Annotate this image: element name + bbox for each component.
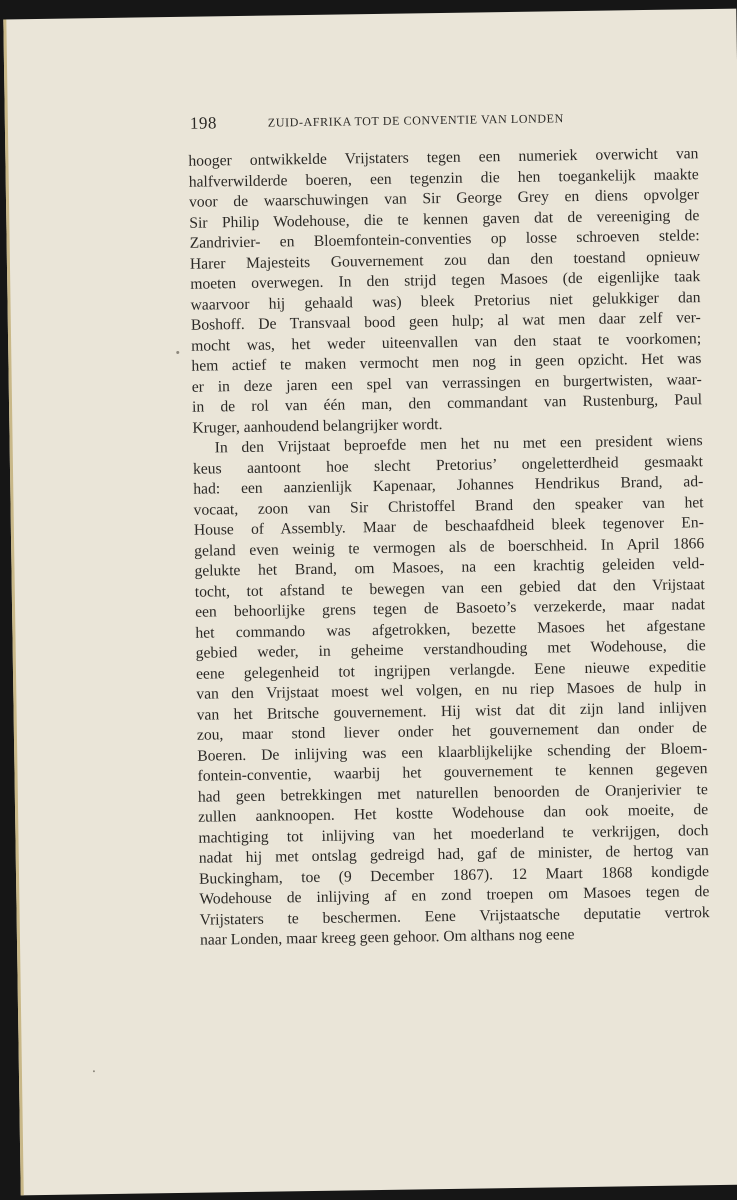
text-line: Harer Majesteits Gouvernement zou dan den toestand opnieuw (189, 247, 701, 273)
paragraph (188, 144, 702, 439)
text-line: keus aantoont hoe slecht Pretorius’ ongeletterdheid gesmaakt (192, 452, 704, 478)
text-line: voor de waarschuwingen van Sir George Grey en diens opvolger (188, 186, 700, 211)
page-number: 198 (189, 113, 218, 133)
text-line: gelukte het Brand, om Masoes, na een krachtig geleiden veld- (194, 555, 705, 580)
text-line: zou, maar stond liever onder het gouvernement dan onder de (196, 719, 708, 744)
text-line: hooger ontwikkelde Vrijstaters tegen een numeriek overwicht van (188, 145, 699, 170)
text-line: van den Vrijstaat moest wel volgen, en nu riep Masoes de hulp in (196, 678, 707, 703)
text-line: In den Vrijstaat beproefde men het nu met een president wiens (214, 432, 703, 457)
text-line: House of Assembly. Maar de beschaafdheid bleek tegenover En- (193, 514, 704, 539)
text-line: mocht was, het weder uiteenvallen van den staat te voorkomen; (191, 329, 702, 355)
book-page (3, 9, 737, 1196)
text-line: Buckingham, toe (9 December 1867). 12 Maart 1868 kondigde (198, 862, 710, 888)
text-line: had: een aanzienlijk Kapenaar, Johannes Hendrikus Brand, ad- (193, 473, 704, 498)
body-text (188, 144, 710, 951)
text-line: fontein-conventie, waarbij het gouvernement te kennen gegeven (197, 760, 708, 785)
text-line: in de rol van één man, den commandant van Rustenburg, Paul (191, 391, 703, 416)
text-line: het commando was afgetrokken, bezette Masoes het afgestane (195, 616, 706, 642)
text-line: Boeren. De inlijving was een klaarblijkelijke schending der Bloem- (197, 739, 708, 765)
text-line: Wodehouse de inlijving af en zond troepen om Masoes tegen de (199, 883, 710, 908)
text-line: machtiging tot inlijving van het moederland te verkrijgen, doch (198, 821, 709, 847)
text-line: Sir Philip Wodehouse, die te kennen gaven dat de vereeniging de (189, 206, 700, 232)
speck-mark (93, 1070, 95, 1072)
running-title: ZUID-AFRIKA TOT DE CONVENTIE VAN LONDEN (267, 111, 564, 130)
text-line: Vrijstaters te beschermen. Eene Vrijstaatsche deputatie vertrok (199, 903, 710, 929)
text-line: van het Britsche gouvernement. Hij wist dat dit zijn land inlijven (196, 698, 707, 724)
text-line: nadat hij met ontslag gedreigd had, gaf de minister, de hertog van (198, 842, 709, 867)
text-line: Boshoff. De Transvaal bood geen hulp; al wat men daar zelf ver- (190, 309, 701, 334)
paragraph (193, 431, 711, 951)
text-line: waarvoor hij gehaald was) bleek Pretorius niet gelukkiger dan (190, 288, 701, 314)
text-line: Kruger, aanhoudend belangrijker wordt. (192, 415, 443, 437)
text-line: eene gelegenheid tot ingrijpen verlangde. Eene nieuwe expeditie (195, 657, 707, 683)
text-line: Zandrivier- en Bloemfontein-conventies op losse schroeven stelde: (189, 227, 700, 252)
text-line: vocaat, zoon van Sir Christoffel Brand den speaker van het (193, 493, 704, 519)
text-line: naar Londen, maar kreeg geen gehoor. Om althans nog eene (199, 926, 575, 949)
text-line: halfverwilderde boeren, een tegenzin die hen toegankelijk maakte (188, 165, 699, 191)
text-line: geland even weinig te vermogen als de boerschheid. In April 1866 (194, 534, 705, 560)
text-line: gebied weder, in geheime verstandhouding met Wodehouse, die (195, 637, 706, 662)
page-header (190, 106, 710, 136)
text-line: er in deze jaren een spel van verrassingen en burgertwisten, waar- (191, 370, 702, 396)
text-line: zullen aanknoopen. Het kostte Wodehouse dan ook moeite, de (198, 801, 709, 826)
text-line: moeten overwegen. In den strijd tegen Masoes (de eigenlijke taak (190, 268, 701, 293)
text-line: had geen betrekkingen met naturellen benoorden de Oranjerivier te (197, 780, 708, 806)
text-line: hem actief te maken vermocht men nog in geen opzicht. Het was (191, 350, 702, 375)
text-line: een behoorlijke grens tegen de Basoeto’s verzekerde, maar nadat (195, 596, 706, 621)
text-line: tocht, tot afstand te bewegen van een gebied dat den Vrijstaat (194, 575, 705, 601)
speck-mark (176, 351, 179, 354)
